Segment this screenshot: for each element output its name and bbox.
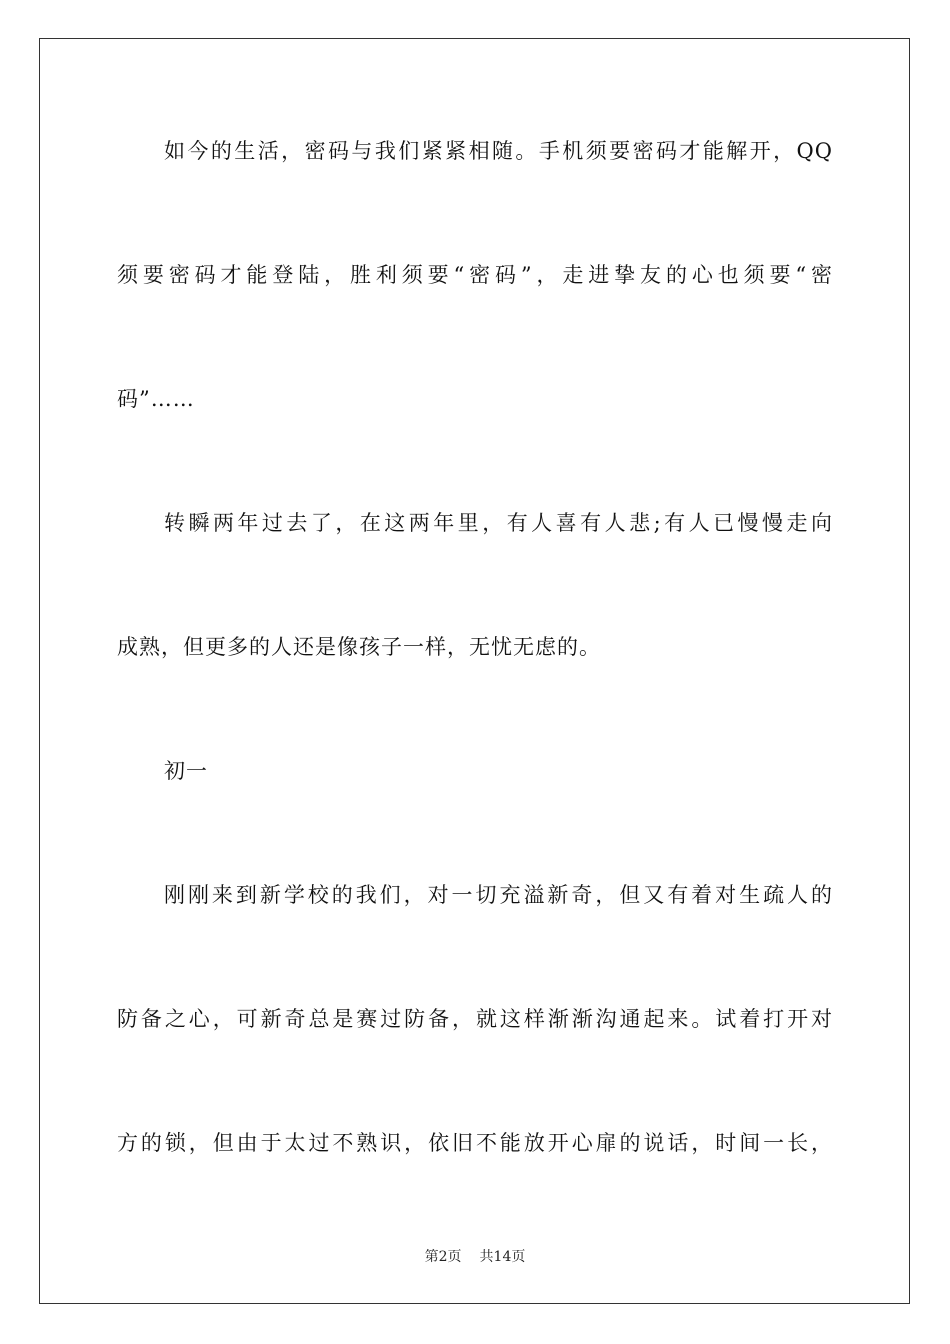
paragraph-3-line-1: 刚刚来到新学校的我们，对一切充溢新奇，但又有着对生疏人的 xyxy=(164,883,833,907)
paragraph-3-line-3: 方的锁，但由于太过不熟识，依旧不能放开心扉的说话，时间一长， xyxy=(117,1131,833,1155)
paragraph-1-line-2: 须要密码才能登陆，胜利须要“密码”，走进挚友的心也须要“密 xyxy=(117,263,833,287)
page-frame xyxy=(39,38,910,1304)
paragraph-1-line-3: 码”…… xyxy=(117,387,195,411)
section-heading: 初一 xyxy=(164,759,208,783)
paragraph-1-line-1: 如今的生活，密码与我们紧紧相随。手机须要密码才能解开，QQ xyxy=(164,139,833,163)
page-footer xyxy=(0,1247,950,1267)
paragraph-2-line-2: 成熟，但更多的人还是像孩子一样，无忧无虑的。 xyxy=(117,635,601,659)
paragraph-2-line-1: 转瞬两年过去了，在这两年里，有人喜有人悲;有人已慢慢走向 xyxy=(164,511,833,535)
page-number: 第2页 xyxy=(424,1249,462,1265)
page-total: 共14页 xyxy=(479,1249,526,1265)
paragraph-3-line-2: 防备之心，可新奇总是赛过防备，就这样渐渐沟通起来。试着打开对 xyxy=(117,1007,833,1031)
